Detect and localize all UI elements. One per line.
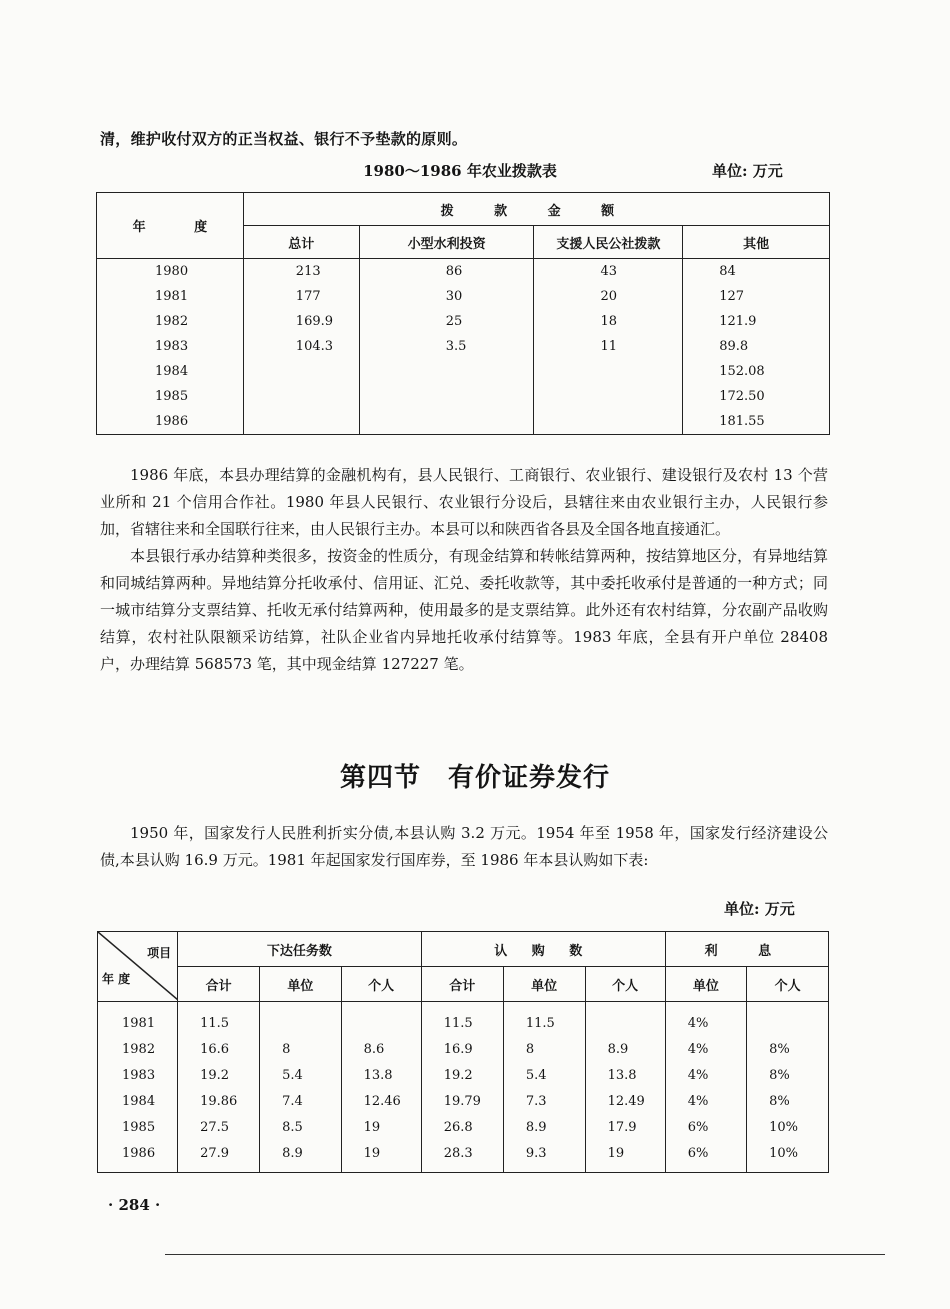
table-row (98, 1002, 829, 1037)
table-row (97, 409, 830, 435)
value-cell: 43 (534, 259, 683, 285)
value-cell: 19.86 (178, 1088, 260, 1114)
value-cell (359, 409, 534, 435)
table-row (97, 334, 830, 359)
bottom-rule (165, 1254, 885, 1255)
value-cell: 8.6 (341, 1036, 421, 1062)
value-cell: 28.3 (421, 1140, 503, 1173)
value-cell: 6% (665, 1114, 746, 1140)
table2-col-header: 单位 (260, 967, 341, 1002)
table2-col-header: 合计 (178, 967, 260, 1002)
table1-col-header: 其他 (683, 226, 830, 259)
value-cell: 181.55 (683, 409, 830, 435)
table-row (98, 1114, 829, 1140)
value-cell: 10% (747, 1140, 829, 1173)
table2-col-header: 个人 (747, 967, 829, 1002)
value-cell: 4% (665, 1036, 746, 1062)
paragraph: 本县银行承办结算种类很多，按资金的性质分，有现金结算和转帐结算两种，按结算地区分，有异地结算和同城结算两种。异地结算分托收承付、信用证、汇兑、委托收款等，其中委托收承付是普通的一种方式；同一城市结算分支票结算、托收无承付结算两种，使用最多的是支票结算。此外还有农村结算，分农副产品收购结算，农村社队限额采访结算，社队企业省内异地托收承付结算等。1983 年底，全县有开户单位 28408 户，办理结算 568573 笔，其中现金结算 127227 笔。 (100, 547, 828, 673)
year-cell: 1984 (97, 359, 244, 384)
table-row (98, 1140, 829, 1173)
value-cell: 172.50 (683, 384, 830, 409)
table1-col-header: 小型水利投资 (359, 226, 534, 259)
paragraph: 1986 年底，本县办理结算的金融机构有，县人民银行、工商银行、农业银行、建设银行及农村 13 个营业所和 21 个信用合作社。1980 年县人民银行、农业银行分设后，县辖往来由农业银行主办，人民银行参加，省辖往来和全国联行往来，由人民银行主办。本县可以和陕西省各县及全国各地直接通汇。 (100, 466, 828, 538)
table2-group-header: 下达任务数 (178, 932, 422, 967)
table-row (98, 1088, 829, 1114)
paragraph: 1950 年，国家发行人民胜利折实分债,本县认购 3.2 万元。1954 年至 1958 年，国家发行经济建设公债,本县认购 16.9 万元。1981 年起国家发行国库券，至 1986 年本县认购如下表: (100, 824, 828, 869)
value-cell (243, 409, 359, 435)
value-cell: 11.5 (421, 1002, 503, 1037)
value-cell: 6% (665, 1140, 746, 1173)
year-cell: 1982 (97, 309, 244, 334)
year-cell: 1981 (97, 284, 244, 309)
value-cell: 8.5 (260, 1114, 341, 1140)
year-cell: 1985 (98, 1114, 178, 1140)
year-cell: 1982 (98, 1036, 178, 1062)
value-cell: 8% (747, 1088, 829, 1114)
value-cell: 16.9 (421, 1036, 503, 1062)
value-cell (534, 384, 683, 409)
value-cell: 11 (534, 334, 683, 359)
page-number: · 284 · (108, 1196, 161, 1214)
table1-col-header: 支援人民公社拨款 (534, 226, 683, 259)
table1-body (97, 259, 830, 435)
value-cell (260, 1002, 341, 1037)
value-cell: 7.3 (503, 1088, 585, 1114)
value-cell: 27.5 (178, 1114, 260, 1140)
corner-year-label: 年 度 (102, 972, 131, 986)
value-cell: 13.8 (341, 1062, 421, 1088)
value-cell: 13.8 (585, 1062, 665, 1088)
value-cell: 213 (243, 259, 359, 285)
year-cell: 1981 (98, 1002, 178, 1037)
value-cell: 12.46 (341, 1088, 421, 1114)
value-cell: 20 (534, 284, 683, 309)
table-row (97, 309, 830, 334)
value-cell: 19 (585, 1140, 665, 1173)
year-cell: 1984 (98, 1088, 178, 1114)
value-cell: 169.9 (243, 309, 359, 334)
table2-corner-header (98, 932, 178, 1002)
value-cell (243, 359, 359, 384)
table2-body (98, 1002, 829, 1173)
table-row (97, 259, 830, 285)
top-text-line: 清，维护收付双方的正当权益、银行不予垫款的原则。 (100, 130, 468, 148)
table2-col-header: 合计 (421, 967, 503, 1002)
value-cell: 11.5 (178, 1002, 260, 1037)
value-cell: 104.3 (243, 334, 359, 359)
diagonal-divider (98, 932, 178, 1000)
year-cell: 1983 (97, 334, 244, 359)
value-cell: 177 (243, 284, 359, 309)
year-cell: 1986 (98, 1140, 178, 1173)
value-cell: 8.9 (503, 1114, 585, 1140)
value-cell: 30 (359, 284, 534, 309)
table2-col-header: 个人 (585, 967, 665, 1002)
value-cell: 11.5 (503, 1002, 585, 1037)
paragraph-block-settlement (100, 462, 828, 678)
value-cell: 4% (665, 1088, 746, 1114)
value-cell: 8% (747, 1062, 829, 1088)
value-cell: 8.9 (585, 1036, 665, 1062)
value-cell: 17.9 (585, 1114, 665, 1140)
value-cell: 5.4 (503, 1062, 585, 1088)
value-cell: 12.49 (585, 1088, 665, 1114)
table-row (97, 284, 830, 309)
agriculture-funding-table (96, 192, 830, 435)
table1-unit: 单位: 万元 (712, 162, 783, 180)
value-cell: 10% (747, 1114, 829, 1140)
value-cell: 4% (665, 1062, 746, 1088)
value-cell: 86 (359, 259, 534, 285)
table1-title: 1980～1986 年农业拨款表 (363, 162, 557, 180)
value-cell: 19.2 (178, 1062, 260, 1088)
value-cell (534, 409, 683, 435)
value-cell: 8% (747, 1036, 829, 1062)
value-cell (243, 384, 359, 409)
table2-col-header: 单位 (503, 967, 585, 1002)
table2-col-header: 个人 (341, 967, 421, 1002)
table-row (98, 1036, 829, 1062)
value-cell: 19 (341, 1140, 421, 1173)
table1-col-header: 总计 (243, 226, 359, 259)
table-row (98, 1062, 829, 1088)
table1-group-header: 拨 款 金 额 (243, 193, 829, 226)
section-heading: 第四节 有价证券发行 (339, 763, 610, 793)
value-cell (534, 359, 683, 384)
table2-unit: 单位: 万元 (724, 900, 795, 918)
value-cell: 19.79 (421, 1088, 503, 1114)
value-cell: 84 (683, 259, 830, 285)
year-cell: 1983 (98, 1062, 178, 1088)
value-cell: 89.8 (683, 334, 830, 359)
value-cell: 121.9 (683, 309, 830, 334)
value-cell: 4% (665, 1002, 746, 1037)
paragraph-block-securities (100, 820, 828, 874)
table2-col-header: 单位 (665, 967, 746, 1002)
year-cell: 1985 (97, 384, 244, 409)
value-cell: 16.6 (178, 1036, 260, 1062)
value-cell: 27.9 (178, 1140, 260, 1173)
value-cell: 127 (683, 284, 830, 309)
value-cell: 152.08 (683, 359, 830, 384)
value-cell: 26.8 (421, 1114, 503, 1140)
value-cell: 8 (503, 1036, 585, 1062)
value-cell (359, 359, 534, 384)
value-cell: 18 (534, 309, 683, 334)
table2-group-header: 认 购 数 (421, 932, 665, 967)
value-cell (341, 1002, 421, 1037)
treasury-bond-table (97, 931, 829, 1173)
value-cell: 7.4 (260, 1088, 341, 1114)
value-cell (747, 1002, 829, 1037)
value-cell: 25 (359, 309, 534, 334)
year-cell: 1980 (97, 259, 244, 285)
value-cell (585, 1002, 665, 1037)
value-cell: 8 (260, 1036, 341, 1062)
table2-group-header: 利 息 (665, 932, 828, 967)
value-cell: 19 (341, 1114, 421, 1140)
table-row (97, 384, 830, 409)
value-cell: 19.2 (421, 1062, 503, 1088)
corner-item-label: 项目 (147, 946, 172, 960)
year-cell: 1986 (97, 409, 244, 435)
value-cell: 9.3 (503, 1140, 585, 1173)
value-cell (359, 384, 534, 409)
table-row (97, 359, 830, 384)
value-cell: 8.9 (260, 1140, 341, 1173)
value-cell: 5.4 (260, 1062, 341, 1088)
value-cell: 3.5 (359, 334, 534, 359)
table1-year-header: 年 度 (97, 193, 244, 259)
